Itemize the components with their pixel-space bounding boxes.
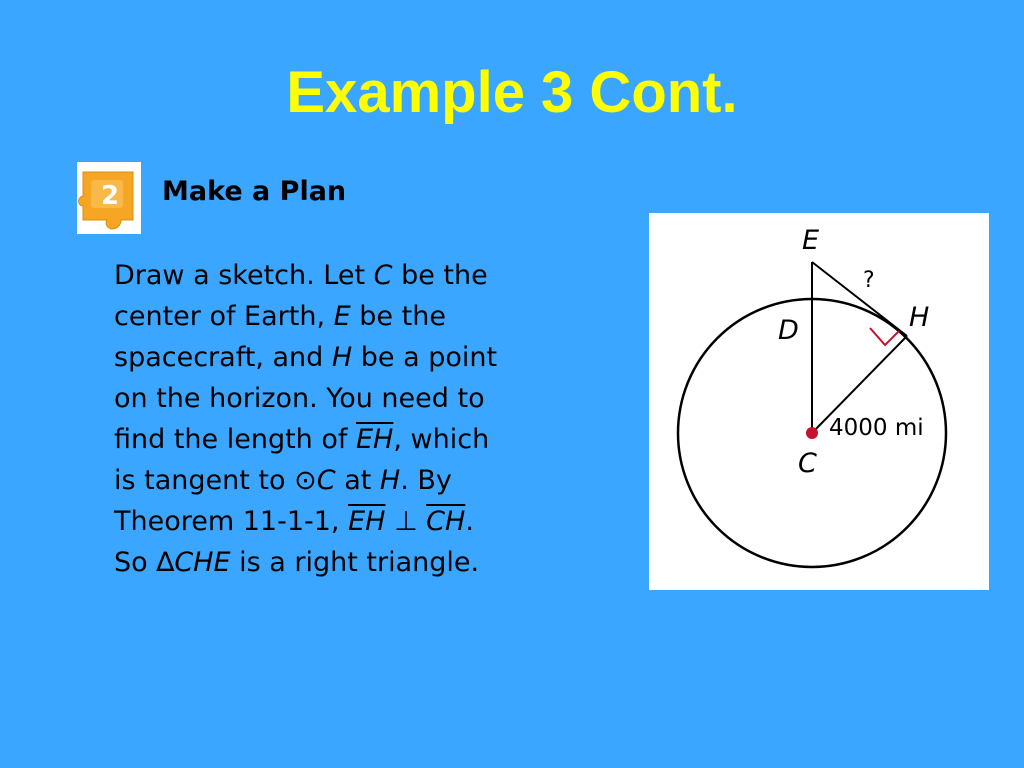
segment-ch: $\overline{CH}$ — [426, 506, 466, 537]
step-number: 2 — [100, 181, 120, 211]
body-line-2: center of Earth, E be the — [114, 301, 446, 332]
label-d: D — [778, 315, 799, 346]
segment-eh: $\overline{EH}$ — [348, 506, 386, 537]
circle-dot-symbol: ⊙ — [294, 465, 317, 496]
step-badge — [77, 162, 141, 234]
right-angle-mark — [870, 328, 899, 345]
earth-tangent-diagram — [649, 213, 989, 590]
body-line-4: on the horizon. You need to — [114, 383, 485, 414]
body-line-8: So ∆CHE is a right triangle. — [114, 547, 480, 578]
body-line-7: Theorem 11-1-1, $\overline{EH}$ ⊥ $\overline{CH}$. — [114, 506, 474, 537]
label-radius: 4000 mi — [829, 415, 924, 441]
label-question: ? — [863, 268, 875, 293]
body-line-1: Draw a sketch. Let C be the — [114, 260, 488, 291]
body-text — [114, 255, 614, 583]
triangle-symbol: ∆ — [156, 547, 175, 578]
geometry-figure — [649, 213, 989, 590]
puzzle-piece-icon — [77, 162, 141, 234]
step-label: Make a Plan — [162, 176, 347, 207]
label-e: E — [802, 225, 820, 256]
body-line-6: is tangent to ⊙C at H. By — [114, 465, 452, 496]
perpendicular-symbol: ⊥ — [385, 506, 427, 537]
center-point — [806, 427, 818, 439]
body-line-5: find the length of $\overline{EH}$, which — [114, 424, 490, 455]
body-line-3: spacecraft, and H be a point — [114, 342, 498, 373]
segment-eh: $\overline{EH}$ — [356, 424, 394, 455]
slide-title: Example 3 Cont. — [286, 60, 738, 125]
label-c: C — [798, 448, 817, 479]
label-h: H — [909, 302, 930, 333]
